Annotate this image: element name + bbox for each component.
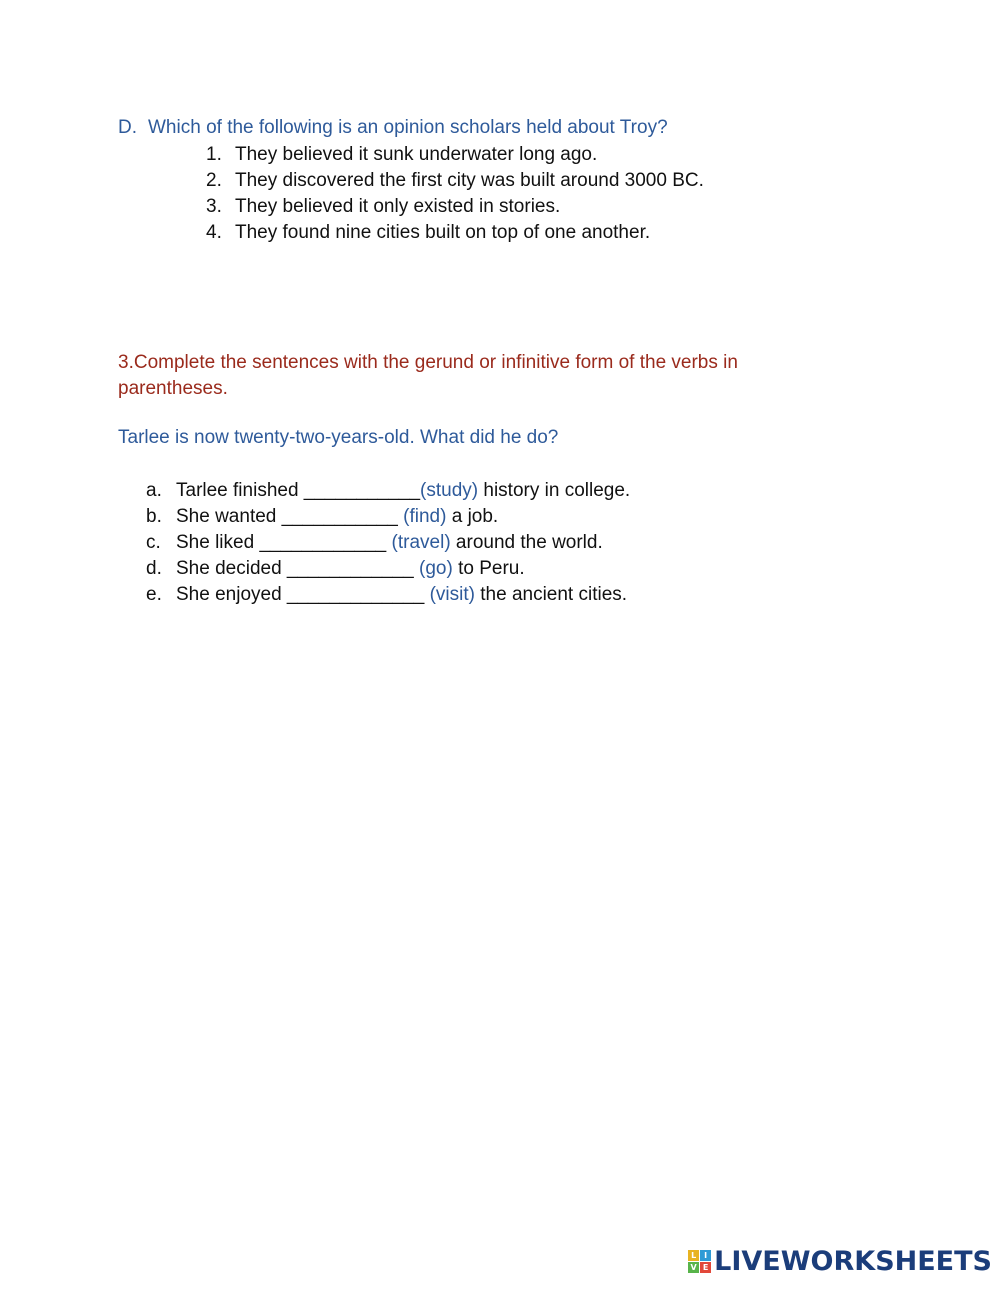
question-d-text: Which of the following is an opinion scholars held about Troy?	[148, 117, 668, 138]
item-before: She decided ____________	[176, 558, 420, 579]
exercise-3-instruction: 3.Complete the sentences with the gerund or infinitive form of the verbs in parentheses.	[118, 352, 738, 399]
option-marker: 1.	[206, 144, 222, 165]
item-before: She liked ____________	[176, 532, 392, 553]
liveworksheets-logo-text: LIVEWORKSHEETS	[714, 1245, 992, 1277]
exercise-item-e	[146, 582, 630, 608]
exercise-item-d	[146, 556, 630, 582]
item-after: a job.	[446, 506, 499, 527]
logo-tile-e: E	[700, 1262, 711, 1273]
logo-tile-v: V	[688, 1262, 699, 1273]
option-2	[200, 168, 704, 194]
item-verb: (travel)	[391, 532, 451, 553]
option-4	[200, 220, 704, 246]
option-text: They found nine cities built on top of one another.	[235, 222, 651, 243]
logo-tile-i: I	[700, 1250, 711, 1261]
item-after: to Peru.	[452, 558, 525, 579]
option-text: They believed it only existed in stories.	[235, 196, 561, 217]
item-marker: c.	[146, 532, 161, 553]
liveworksheets-logo-icon	[688, 1250, 711, 1273]
item-after: the ancient cities.	[474, 584, 628, 605]
item-verb: (visit)	[429, 584, 475, 605]
item-before: She enjoyed _____________	[176, 584, 430, 605]
item-verb: (go)	[419, 558, 453, 579]
exercise-item-c	[146, 530, 630, 556]
exercise-3-context: Tarlee is now twenty-two-years-old. What did he do?	[118, 427, 559, 448]
exercise-item-b	[146, 504, 630, 530]
option-marker: 4.	[206, 222, 222, 243]
item-marker: b.	[146, 506, 162, 527]
question-d-heading	[118, 117, 668, 139]
item-marker: a.	[146, 480, 162, 501]
exercise-item-a	[146, 478, 630, 504]
item-before: She wanted ___________	[176, 506, 404, 527]
item-verb: (study)	[420, 480, 479, 501]
option-text: They believed it sunk underwater long ago.	[235, 144, 598, 165]
item-after: history in college.	[478, 480, 631, 501]
liveworksheets-logo	[688, 1245, 992, 1277]
item-after: around the world.	[450, 532, 603, 553]
option-3	[200, 194, 704, 220]
item-marker: d.	[146, 558, 162, 579]
question-d-options	[200, 142, 704, 246]
exercise-3-items	[146, 478, 630, 608]
option-marker: 3.	[206, 196, 222, 217]
question-d-letter: D.	[118, 117, 137, 138]
option-1	[200, 142, 704, 168]
item-verb: (find)	[403, 506, 447, 527]
option-text: They discovered the first city was built around 3000 BC.	[235, 170, 704, 191]
logo-tile-l: L	[688, 1250, 699, 1261]
option-marker: 2.	[206, 170, 222, 191]
item-marker: e.	[146, 584, 162, 605]
item-before: Tarlee finished ___________	[176, 480, 421, 501]
